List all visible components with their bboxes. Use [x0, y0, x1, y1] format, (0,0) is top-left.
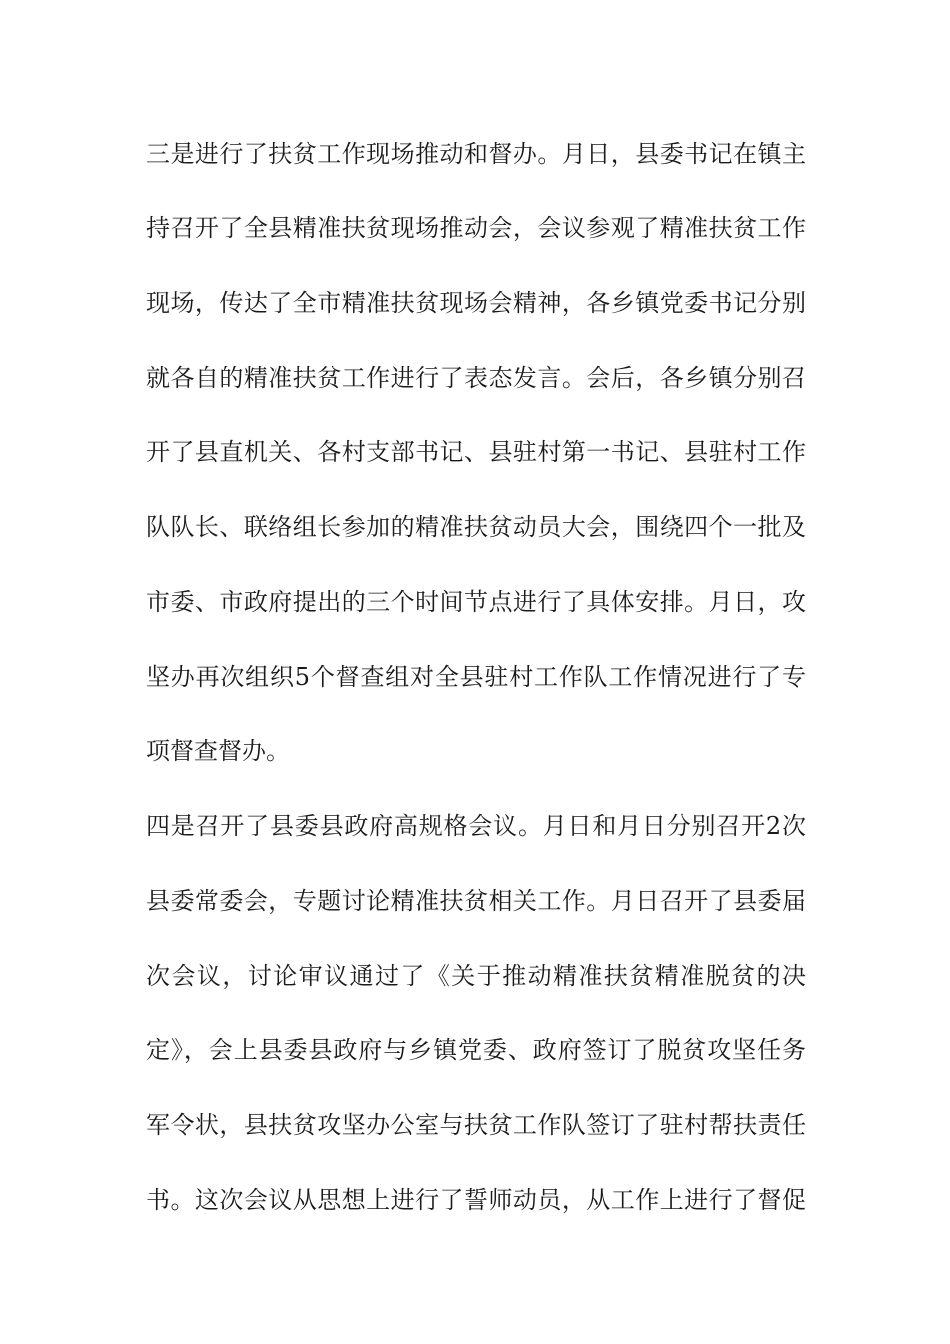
text-line: 开了县直机关、各村支部书记、县驻村第一书记、县驻村工作	[146, 438, 806, 466]
text-line: 县委常委会，专题讨论精准扶贫相关工作。月日召开了县委届	[146, 887, 806, 915]
text-line: 项督查督办。	[146, 737, 290, 765]
text-line: 持召开了全县精准扶贫现场推动会，会议参观了精准扶贫工作	[146, 214, 806, 242]
text-line: 就各自的精准扶贫工作进行了表态发言。会后，各乡镇分别召	[146, 364, 806, 392]
text-line: 军令状，县扶贫攻坚办公室与扶贫工作队签订了驻村帮扶责任	[146, 1111, 806, 1139]
text-line: 书。这次会议从思想上进行了誓师动员，从工作上进行了督促	[146, 1186, 806, 1214]
text-line: 三是进行了扶贫工作现场推动和督办。月日，县委书记在镇主	[146, 140, 806, 168]
text-line: 次会议，讨论审议通过了《关于推动精准扶贫精准脱贫的决	[146, 962, 806, 990]
text-line: 坚办再次组织5个督查组对全县驻村工作队工作情况进行了专	[146, 663, 806, 691]
text-line: 市委、市政府提出的三个时间节点进行了具体安排。月日，攻	[146, 588, 806, 616]
text-line: 定》，会上县委县政府与乡镇党委、政府签订了脱贫攻坚任务	[146, 1036, 806, 1064]
text-line: 现场，传达了全市精准扶贫现场会精神，各乡镇党委书记分别	[146, 289, 806, 317]
text-line: 四是召开了县委县政府高规格会议。月日和月日分别召开2次	[146, 812, 806, 840]
text-line: 队队长、联络组长参加的精准扶贫动员大会，围绕四个一批及	[146, 513, 806, 541]
